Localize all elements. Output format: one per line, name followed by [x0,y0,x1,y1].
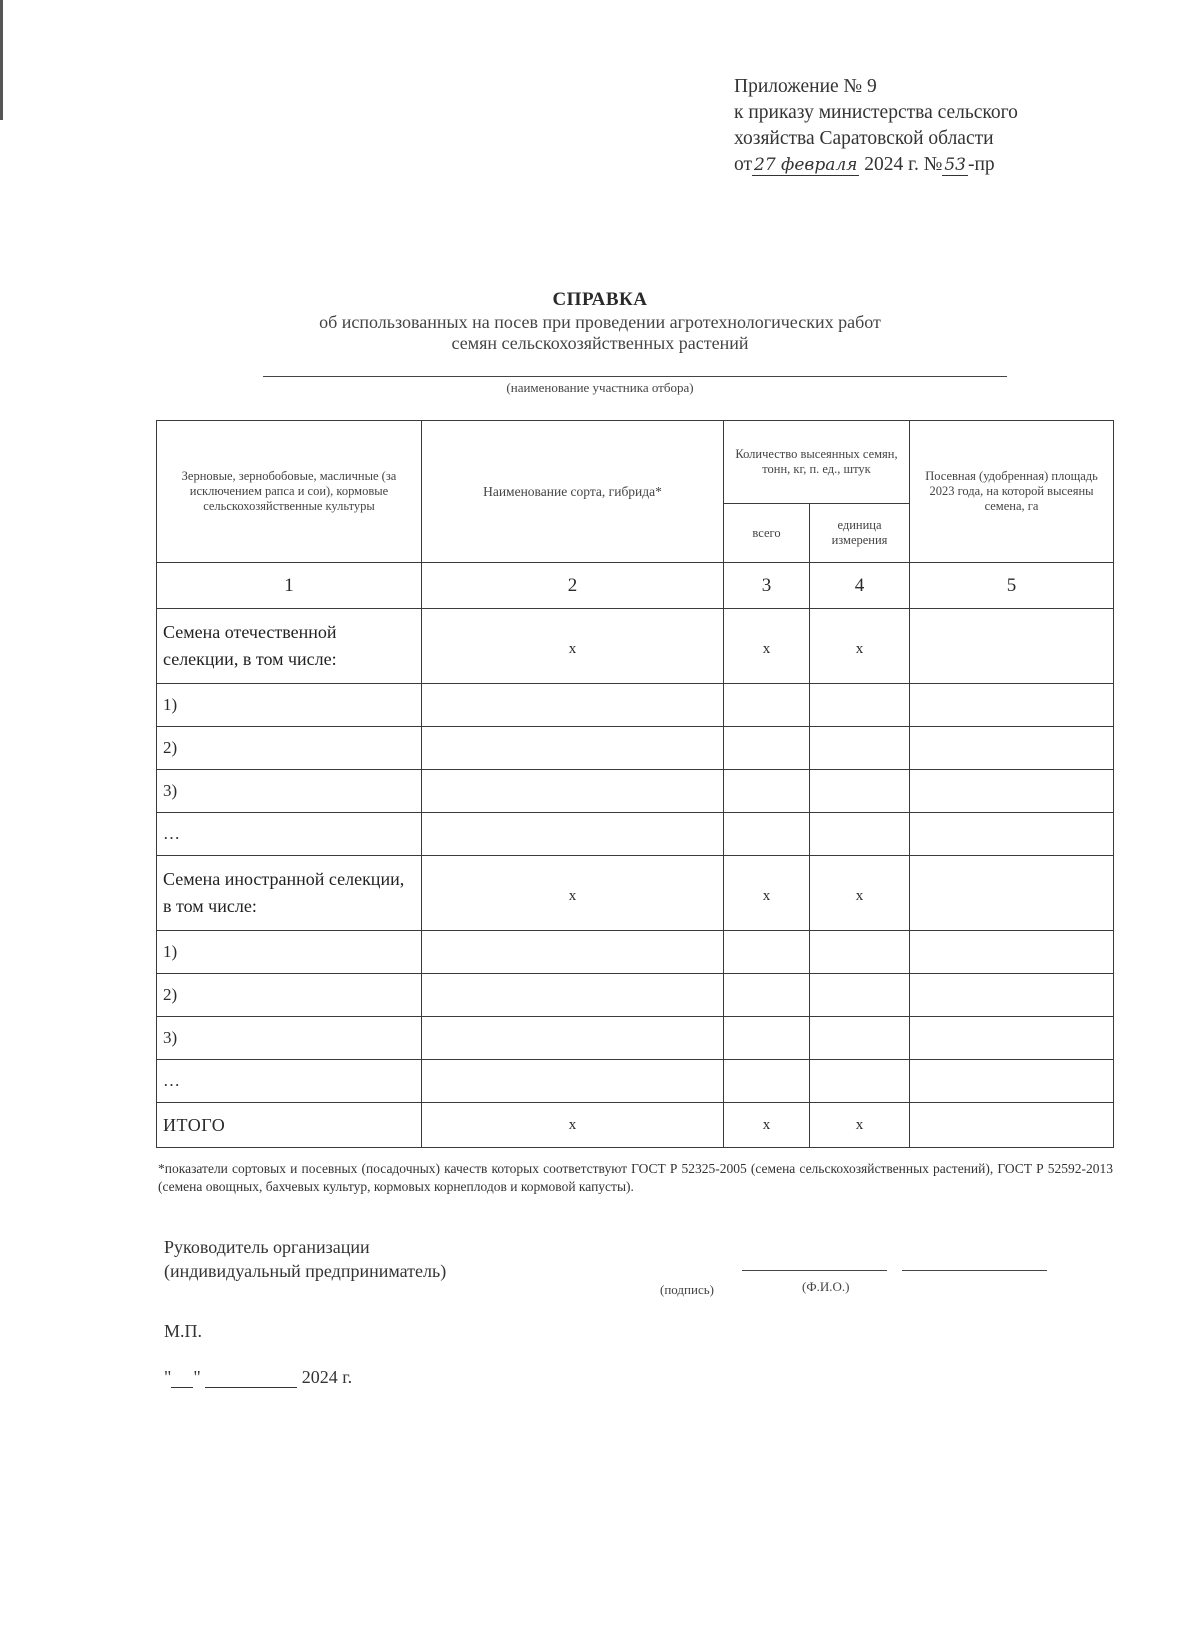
table-row [157,931,1114,974]
stamp-place-label: М.П. [164,1321,203,1341]
col-number-5: 5 [910,563,1114,609]
row-label: … [157,813,422,856]
x-mark: х [422,856,724,931]
row-label: 1) [157,931,422,974]
table-cell[interactable] [422,684,724,727]
header-variety: Наименование сорта, гибрида* [422,421,724,563]
table-cell[interactable] [810,1017,910,1060]
fio-line [902,1270,1047,1271]
date-prefix: от [734,154,753,175]
header-unit: единица измерения [810,504,910,563]
table-cell[interactable] [422,931,724,974]
total-label: ИТОГО [157,1103,422,1148]
table-cell[interactable] [810,974,910,1017]
appendix-date-line [734,152,1018,178]
x-mark: х [724,856,810,931]
table-cell[interactable] [810,1060,910,1103]
section-domestic-row [157,609,1114,684]
x-mark: х [810,609,910,684]
handwritten-number: 53 [944,155,966,175]
row-label: 1) [157,684,422,727]
table-row [157,813,1114,856]
appendix-line-1: Приложение № 9 [734,76,877,97]
x-mark: х [422,609,724,684]
table-row [157,1060,1114,1103]
table-cell[interactable] [910,1017,1114,1060]
table-cell[interactable] [422,1017,724,1060]
table-cell[interactable] [422,974,724,1017]
signature-line [742,1270,887,1271]
appendix-line-2: к приказу министерства сельского [734,102,1018,123]
table-cell[interactable] [422,727,724,770]
table-row [157,1017,1114,1060]
table-cell[interactable] [910,1060,1114,1103]
seeds-table [156,420,1114,1148]
table-cell[interactable] [910,974,1114,1017]
table-cell[interactable] [910,1103,1114,1148]
header-total: всего [724,504,810,563]
table-cell[interactable] [810,770,910,813]
table-cell[interactable] [910,770,1114,813]
table-row [157,727,1114,770]
table-row [157,684,1114,727]
table-cell[interactable] [810,684,910,727]
table-cell[interactable] [724,931,810,974]
col-number-1: 1 [157,563,422,609]
scan-edge-mark [0,0,3,120]
table-cell[interactable] [810,931,910,974]
appendix-header [734,74,1018,178]
section-foreign-row [157,856,1114,931]
total-row [157,1103,1114,1148]
x-mark: х [422,1103,724,1148]
table-cell[interactable] [724,1017,810,1060]
table-cell[interactable] [810,813,910,856]
table-cell[interactable] [910,856,1114,931]
signatory-line-2: (индивидуальный предприниматель) [164,1261,447,1281]
table-cell[interactable] [910,813,1114,856]
handwritten-date: 27 февраля [754,155,858,175]
table-cell[interactable] [724,1060,810,1103]
row-label: 3) [157,770,422,813]
document-title: СПРАВКА [552,289,648,310]
appendix-line-3: хозяйства Саратовской области [734,128,994,149]
section-domestic-label: Семена отечественной селекции, в том числе: [157,609,422,684]
table-cell[interactable] [724,974,810,1017]
section-foreign-label: Семена иностранной селекции, в том числе: [157,856,422,931]
x-mark: х [724,1103,810,1148]
date-year: 2024 г. [301,1367,353,1387]
table-cell[interactable] [422,770,724,813]
day-blank [171,1369,193,1388]
signature-caption: (подпись) [660,1282,714,1297]
header-area: Посевная (удобренная) площадь 2023 года, на которой высеяны семена, га [910,421,1114,563]
date-quote-close: " [193,1367,201,1387]
row-label: 2) [157,727,422,770]
table-cell[interactable] [724,684,810,727]
table-cell[interactable] [724,727,810,770]
table-cell[interactable] [810,727,910,770]
month-blank [205,1369,297,1388]
table-cell[interactable] [724,813,810,856]
date-line [164,1367,352,1388]
footnote: *показатели сортовых и посевных (посадочных) качеств которых соответствуют ГОСТ Р 52325-2005 (семена сельскохозяйственных растений), ГОСТ Р 52592-2013 (семена овощных, бахчевых культур, кормовых корнеплодов и кормовой капусты). [158,1161,1113,1194]
document-subtitle-1: об использованных на посев при проведении агротехнологических работ [319,312,881,332]
table-cell[interactable] [422,813,724,856]
table-cell[interactable] [910,684,1114,727]
table-cell[interactable] [422,1060,724,1103]
x-mark: х [810,1103,910,1148]
participant-name-caption: (наименование участника отбора) [506,380,694,395]
row-label: 3) [157,1017,422,1060]
col-number-2: 2 [422,563,724,609]
column-numbers-row [157,563,1114,609]
fio-caption: (Ф.И.О.) [802,1279,850,1294]
date-year: 2024 г. № [864,154,943,175]
header-quantity-group: Количество высеянных семян, тонн, кг, п. ед., штук [724,421,910,504]
date-quote-open: " [164,1367,172,1387]
x-mark: х [724,609,810,684]
document-subtitle-2: семян сельскохозяйственных растений [451,333,749,353]
header-row-1 [157,421,1114,504]
row-label: … [157,1060,422,1103]
table-cell[interactable] [910,609,1114,684]
table-cell[interactable] [910,727,1114,770]
signatory-label [164,1235,446,1283]
header-crops: Зерновые, зернобобовые, масличные (за исключением рапса и сои), кормовые сельскохозяйственные культуры [157,421,422,563]
row-label: 2) [157,974,422,1017]
col-number-3: 3 [724,563,810,609]
x-mark: х [810,856,910,931]
table-cell[interactable] [910,931,1114,974]
table-row [157,974,1114,1017]
table-cell[interactable] [724,770,810,813]
signatory-line-1: Руководитель организации [164,1237,370,1257]
participant-name-line [263,376,1007,377]
document-title-block [0,288,1200,354]
col-number-4: 4 [810,563,910,609]
number-suffix: -пр [967,154,995,175]
table-row [157,770,1114,813]
